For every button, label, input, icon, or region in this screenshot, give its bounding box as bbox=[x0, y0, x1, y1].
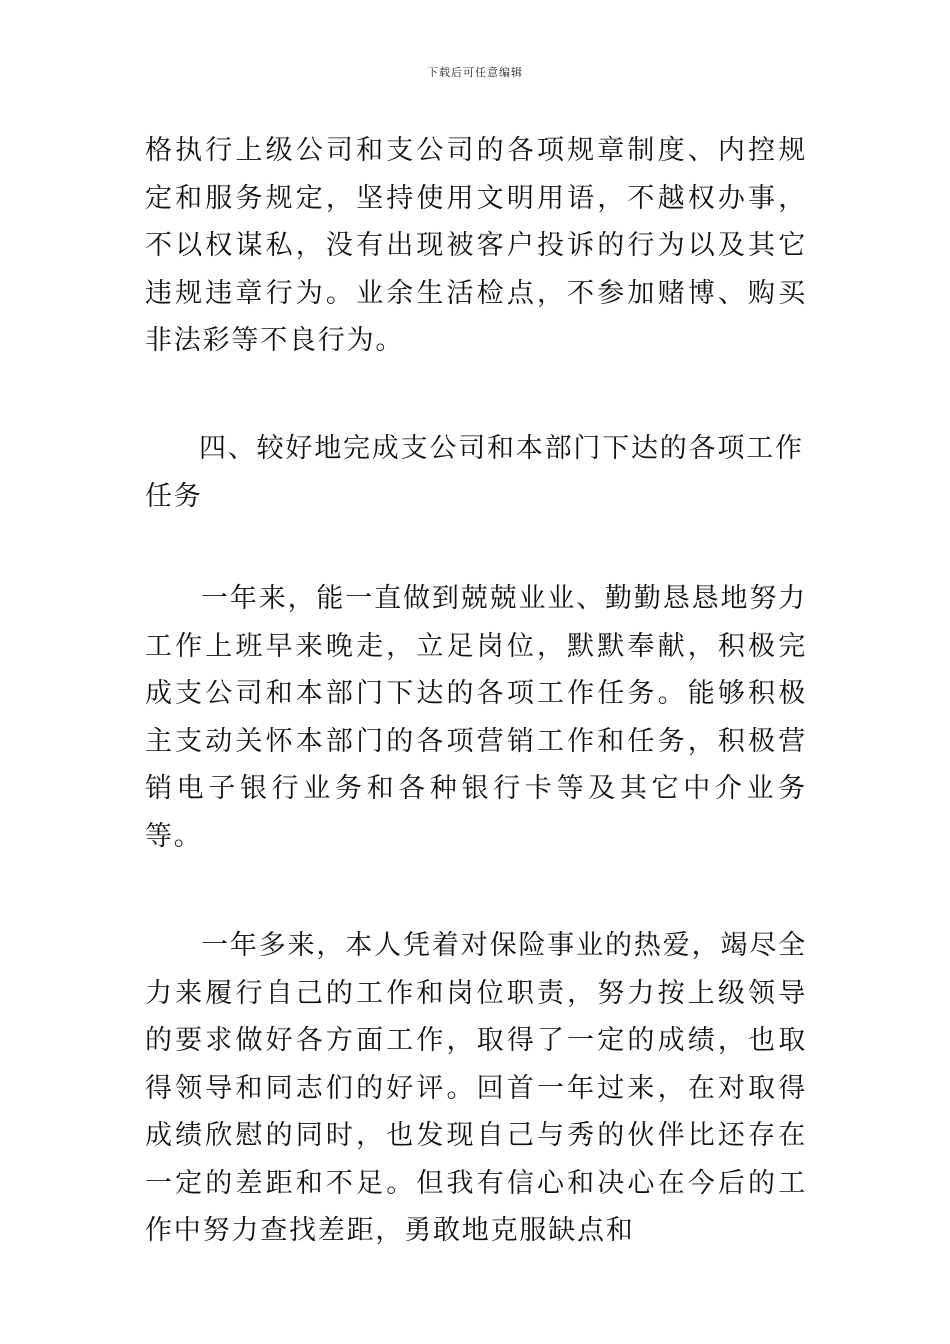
header-note: 下载后可任意编辑 bbox=[427, 66, 523, 79]
paragraph-3: 一年多来，本人凭着对保险事业的热爱，竭尽全力来履行自己的工作和岗位职责，努力按上级领导的要求做好各方面工作，取得了一定的成绩，也取得领导和同志们的好评。回首一年过来，在对取得成绩欣慰的同时，也发现自己与秀的伙伴比还存在一定的差距和不足。但我有信心和决心在今后的工作中努力查找差距，勇敢地克服缺点和 bbox=[145, 930, 807, 1246]
section-heading-4: 四、较好地完成支公司和本部门下达的各项工作任务 bbox=[145, 433, 804, 512]
paragraph-2: 一年来，能一直做到兢兢业业、勤勤恳恳地努力工作上班早来晚走，立足岗位，默默奉献，积极完成支公司和本部门下达的各项工作任务。能够积极主支动关怀本部门的各项营销工作和任务，积极营销电子银行业务和各种银行卡等及其它中介业务等。 bbox=[145, 583, 807, 852]
paragraph-1: 格执行上级公司和支公司的各项规章制度、内控规定和服务规定，坚持使用文明用语，不越权办事，不以权谋私，没有出现被客户投诉的行为以及其它违规违章行为。业余生活检点，不参加赌博、购买非法彩等不良行为。 bbox=[145, 135, 807, 356]
